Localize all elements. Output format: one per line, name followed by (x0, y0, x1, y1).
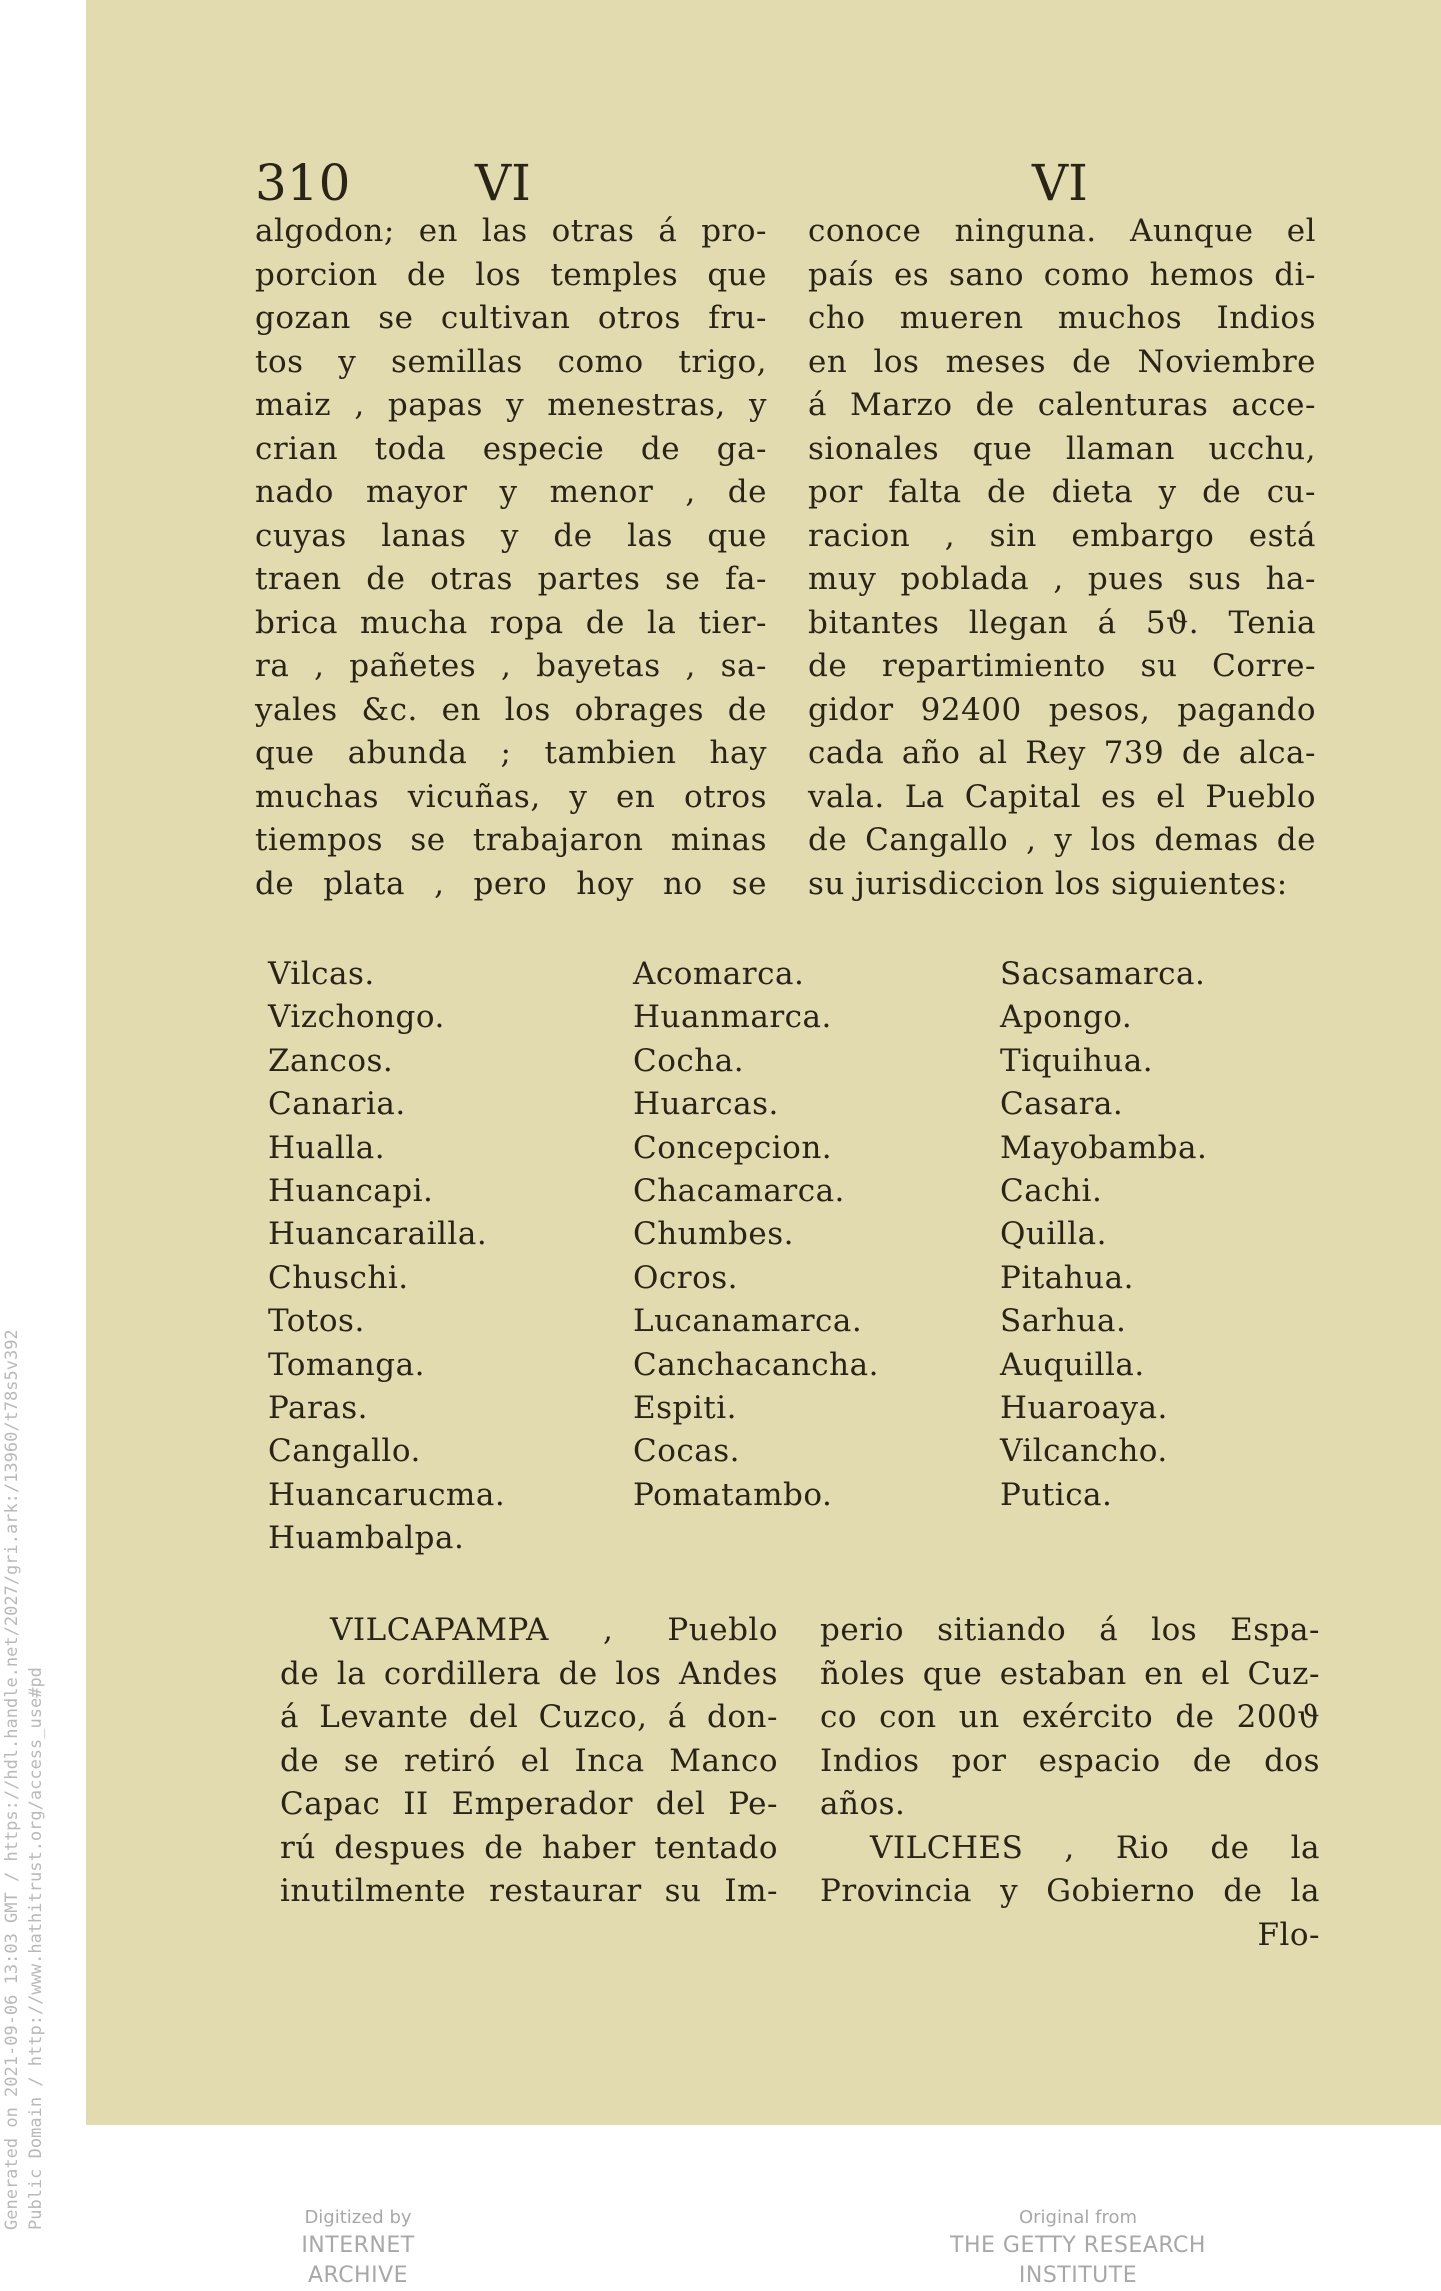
text-line: yales &c. en los obrages de (255, 691, 767, 728)
footer-caption: Digitized by (304, 2207, 412, 2228)
list-item: Huancapi. (268, 1172, 434, 1209)
text-line: traen de otras partes se fa- (255, 561, 767, 597)
text-line: cuyas lanas y de las que (255, 517, 767, 554)
text-line: conoce ninguna. Aunque el (808, 213, 1316, 249)
text-line: tos y semillas como trigo, (255, 343, 767, 380)
text-line: por falta de dieta y de cu- (808, 474, 1316, 510)
text-line: nado mayor y menor , de (255, 474, 767, 510)
text-line: de se retiró el Inca Manco (280, 1742, 778, 1779)
list-item: Putica. (1000, 1476, 1113, 1513)
text-line: Provincia y Gobierno de la (820, 1873, 1320, 1909)
list-item: Huancarucma. (268, 1476, 506, 1513)
text-line: bitantes llegan á 5ϑ. Tenia (808, 604, 1316, 641)
list-item: Concepcion. (633, 1129, 833, 1166)
running-head-right: VI (1032, 154, 1088, 212)
footer-source: THE GETTY RESEARCH INSTITUTE (950, 2233, 1206, 2288)
list-item: Vilcas. (268, 956, 375, 992)
text-line: cho mueren muchos Indios (808, 300, 1316, 336)
list-item: Chuschi. (268, 1259, 409, 1296)
text-line: crian toda especie de ga- (255, 430, 767, 467)
list-item: Apongo. (1000, 999, 1133, 1036)
margin-stamp-line: Public Domain / http://www.hathitrust.org/access_use#pd (26, 1667, 46, 2230)
footer-digitized-by (248, 2205, 468, 2291)
text-line: rú despues de haber tentado (280, 1829, 778, 1866)
list-item: Zancos. (268, 1042, 394, 1079)
list-item: Chacamarca. (633, 1172, 845, 1209)
text-column-left (255, 210, 767, 906)
text-line: Indios por espacio de dos (820, 1742, 1320, 1779)
text-line: brica mucha ropa de la tier- (255, 604, 767, 641)
town-list-column-2 (633, 953, 879, 1517)
text-line: VILCAPAMPA , Pueblo (330, 1612, 778, 1648)
text-line: inutilmente restaurar su Im- (280, 1873, 778, 1909)
text-line: á Marzo de calenturas acce- (808, 387, 1316, 423)
list-item: Canaria. (268, 1086, 406, 1123)
text-line: vala. La Capital es el Pueblo (808, 778, 1316, 815)
text-line: porcion de los temples que (255, 256, 767, 293)
text-line: cada año al Rey 739 de alca- (808, 735, 1316, 771)
text-line: perio sitiando á los Espa- (820, 1612, 1320, 1648)
list-item: Hualla. (268, 1129, 386, 1166)
list-item: Chumbes. (633, 1216, 794, 1253)
list-item: Lucanamarca. (633, 1303, 863, 1340)
list-item: Tiquihua. (1000, 1042, 1154, 1079)
list-item: Huarcas. (633, 1086, 779, 1123)
list-item: Espiti. (633, 1389, 738, 1426)
list-item: Huaroaya. (1000, 1389, 1168, 1426)
text-line: Capac II Emperador del Pe- (280, 1786, 778, 1822)
margin-stamp-line: Generated on 2021-09-06 13:03 GMT / https://hdl.handle.net/2027/gri.ark:/13960/t78s5v392 (2, 1329, 22, 2230)
text-column-right (808, 210, 1316, 906)
margin-stamp (0, 1329, 48, 2230)
text-line: algodon; en las otras á pro- (255, 213, 767, 249)
text-line: sionales que llaman ucchu, (808, 430, 1316, 467)
text-line: en los meses de Noviembre (808, 343, 1316, 380)
list-item: Pomatambo. (633, 1476, 833, 1513)
text-line: tiempos se trabajaron minas (255, 822, 767, 858)
text-line: años. (820, 1786, 906, 1822)
running-head-left: VI (475, 154, 531, 212)
text-line: ra , pañetes , bayetas , sa- (255, 648, 767, 684)
list-item: Huanmarca. (633, 999, 832, 1036)
text-line: gozan se cultivan otros fru- (255, 300, 767, 336)
list-item: Huancarailla. (268, 1216, 488, 1253)
list-item: Cocas. (633, 1433, 740, 1470)
list-item: Tomanga. (268, 1346, 425, 1383)
town-list-column-3 (1000, 953, 1207, 1517)
list-item: Vilcancho. (1000, 1433, 1168, 1470)
list-item: Totos. (268, 1303, 365, 1340)
list-item: Cachi. (1000, 1172, 1103, 1209)
text-line: VILCHES , Rio de la (870, 1829, 1320, 1866)
list-item: Quilla. (1000, 1216, 1107, 1253)
text-line: maiz , papas y menestras, y (255, 387, 767, 423)
list-item: Sacsamarca. (1000, 956, 1206, 992)
list-item: Huambalpa. (268, 1520, 465, 1557)
list-item: Auquilla. (1000, 1346, 1145, 1383)
text-line: muy poblada , pues sus ha- (808, 561, 1316, 597)
catchword: Flo- (1257, 1916, 1320, 1953)
page-number: 310 (255, 154, 351, 212)
text-line: que abunda ; tambien hay (255, 735, 767, 771)
list-item: Paras. (268, 1389, 369, 1426)
town-list-column-1 (268, 953, 505, 1560)
text-line: de plata , pero hoy no se (255, 865, 767, 902)
text-line: país es sano como hemos di- (808, 256, 1316, 293)
list-item: Ocros. (633, 1259, 739, 1296)
entry-vilcapampa (280, 1609, 778, 1914)
text-line: racion , sin embargo está (808, 517, 1316, 554)
list-item: Cocha. (633, 1042, 745, 1079)
text-line: su jurisdiccion los siguientes: (808, 865, 1288, 902)
text-line: co con un exército de 200ϑ (820, 1699, 1320, 1735)
entry-vilches (820, 1609, 1320, 1957)
list-item: Pitahua. (1000, 1259, 1134, 1296)
text-line: de repartimiento su Corre- (808, 648, 1316, 684)
text-line: gidor 92400 pesos, pagando (808, 691, 1316, 728)
list-item: Canchacancha. (633, 1346, 879, 1383)
list-item: Mayobamba. (1000, 1129, 1208, 1166)
list-item: Casara. (1000, 1086, 1124, 1123)
text-line: á Levante del Cuzco, á don- (280, 1699, 778, 1735)
text-line: de Cangallo , y los demas de (808, 822, 1316, 858)
text-line: ñoles que estaban en el Cuz- (820, 1655, 1320, 1692)
footer-caption: Original from (1018, 2207, 1138, 2228)
text-line: de la cordillera de los Andes (280, 1655, 778, 1692)
footer-original-from (888, 2205, 1268, 2291)
list-item: Acomarca. (633, 956, 805, 992)
footer-source: INTERNET ARCHIVE (301, 2233, 415, 2288)
text-line: muchas vicuñas, y en otros (255, 778, 767, 815)
list-item: Vizchongo. (268, 999, 445, 1036)
list-item: Sarhua. (1000, 1303, 1127, 1340)
list-item: Cangallo. (268, 1433, 421, 1470)
